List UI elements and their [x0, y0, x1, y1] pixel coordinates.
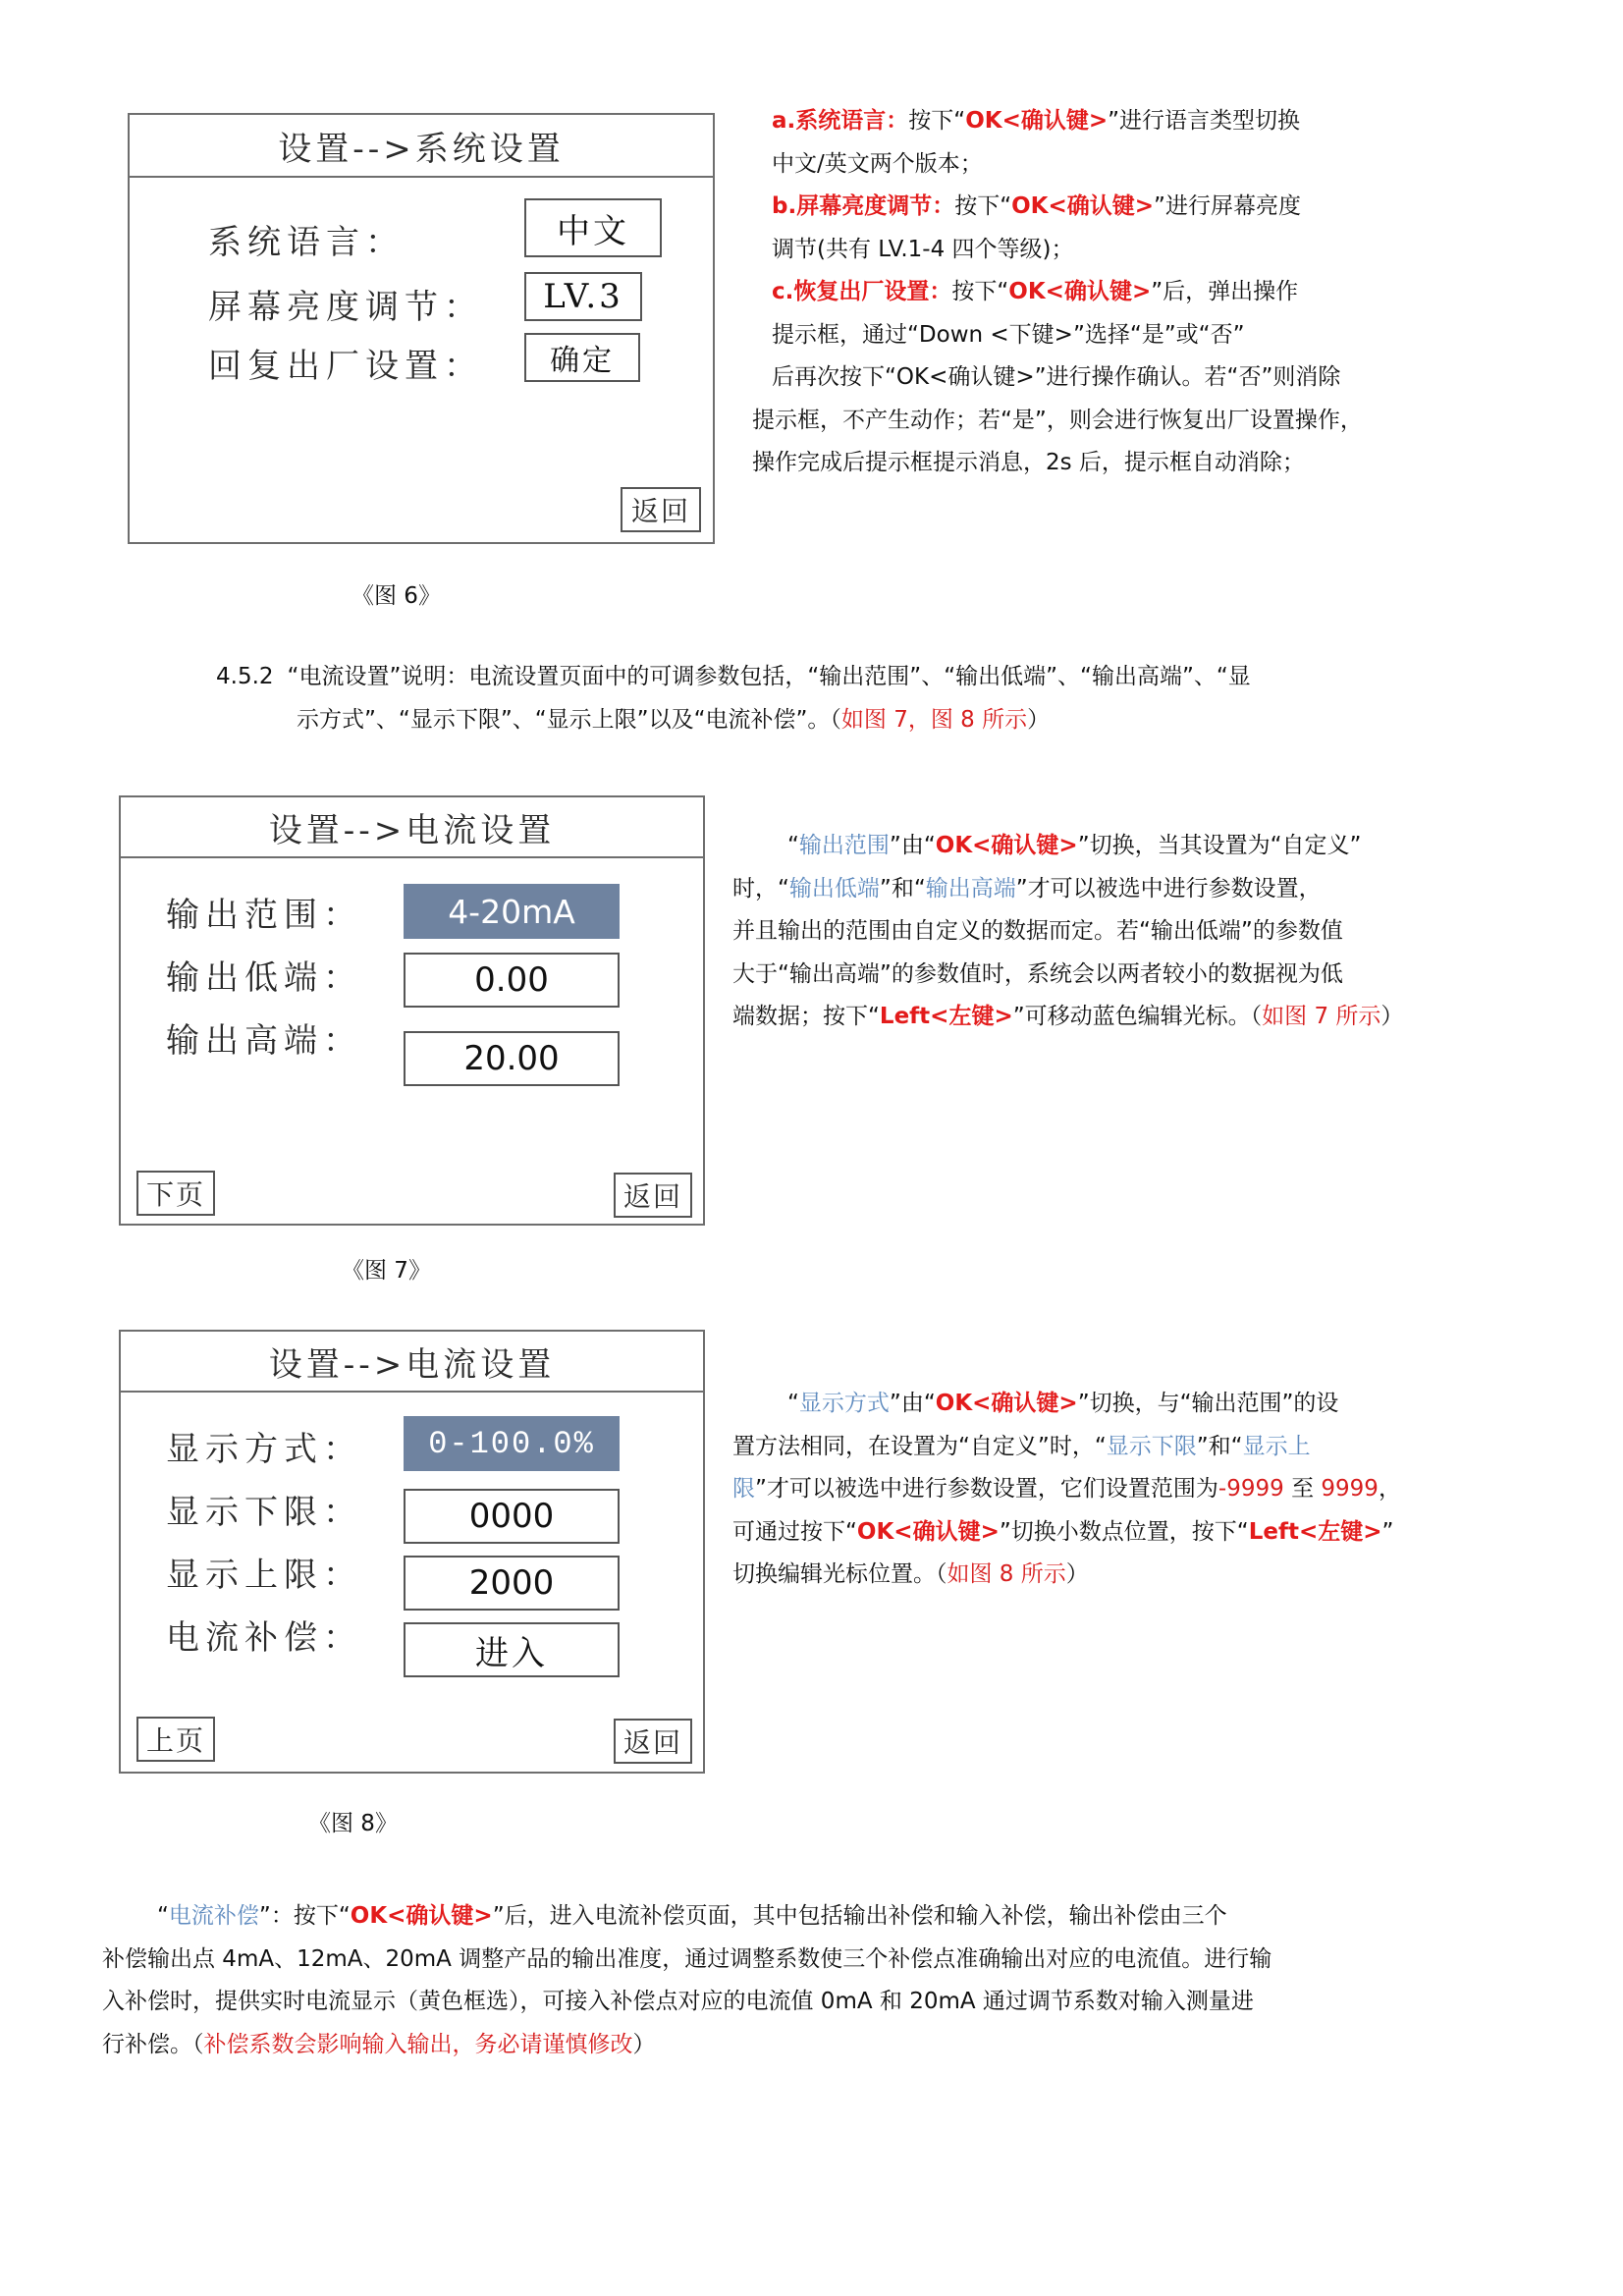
current-compensation-enter-button[interactable]: 进入: [404, 1622, 620, 1677]
current-compensation-label: 电流补偿：: [166, 1618, 362, 1658]
desc-line-c2: 提示框，通过“Down <下键>”选择“是”或“否”: [772, 321, 1245, 348]
figure7-title: 设置-->电流设置: [121, 797, 703, 858]
figure7-description: “输出范围”由“OK<确认键>”切换，当其设置为“自定义” 时，“输出低端”和“输出高端”才可以被选中进行参数设置， 并且输出的范围由自定义的数据而定。若“输出低端”的参数值 大于“输出高端”的参数值时，系统会以两者较小的数据视为低 端数据；按下“Left<左键>”可移动蓝色编辑光标。（如图 7 所示）: [732, 833, 1404, 1029]
figure6-description: [752, 100, 1363, 485]
desc-line-a2: 中文/英文两个版本；: [772, 150, 983, 177]
figure7-screen: [119, 795, 705, 1226]
figure8-title: 设置-->电流设置: [121, 1332, 703, 1393]
desc-line-c5: 操作完成后提示框提示消息，2s 后，提示框自动消除；: [752, 450, 1305, 475]
next-page-button[interactable]: 下页: [136, 1171, 215, 1216]
screen-brightness-label: 屏幕亮度调节：: [208, 288, 483, 327]
prev-page-button[interactable]: 上页: [136, 1717, 215, 1762]
section-number: 4.5.2: [216, 664, 274, 689]
desc-line-a: a.系统语言：按下“OK<确认键>”进行语言类型切换: [772, 108, 1301, 134]
output-high-label: 输出高端：: [166, 1021, 362, 1061]
figure8-screen: [119, 1330, 705, 1774]
display-upper-limit-label: 显示上限：: [166, 1556, 362, 1595]
factory-reset-label: 回复出厂设置：: [208, 347, 483, 386]
display-lower-limit-input[interactable]: 0000: [404, 1489, 620, 1544]
output-range-value[interactable]: 4-20mA: [404, 884, 620, 939]
figure8-description: “显示方式”由“OK<确认键>”切换，与“输出范围”的设 置方法相同，在设置为“自定义”时，“显示下限”和“显示上 限”才可以被选中进行参数设置，它们设置范围为-9999 至 9999， 可通过按下“OK<确认键>”切换小数点位置，按下“Left<左键>” 切换编辑光标位置。（如图 8 所示）: [732, 1391, 1401, 1587]
output-low-label: 输出低端：: [166, 958, 362, 998]
figure8-caption: 《图 8》: [308, 1811, 398, 1836]
section-452-intro: 4.5.2 “电流设置”说明：电流设置页面中的可调参数包括，“输出范围”、“输出低端”、“输出高端”、“显 示方式”、“显示下限”、“显示上限”以及“电流补偿”。（如图 7，图 8 所示）: [216, 664, 1251, 733]
back-button[interactable]: 返回: [614, 1719, 692, 1764]
back-button[interactable]: 返回: [621, 487, 701, 532]
desc-line-c4: 提示框，不产生动作；若“是”，则会进行恢复出厂设置操作，: [752, 407, 1363, 433]
system-language-label: 系统语言：: [208, 223, 405, 262]
desc-line-b: b.屏幕亮度调节：按下“OK<确认键>”进行屏幕亮度: [772, 193, 1301, 219]
display-lower-limit-label: 显示下限：: [166, 1493, 362, 1532]
current-compensation-description: “电流补偿”：按下“OK<确认键>”后，进入电流补偿页面，其中包括输出补偿和输入补偿，输出补偿由三个 补偿输出点 4mA、12mA、20mA 调整产品的输出准度，通过调整系数使三个补偿点准确输出对应的电流值。进行输 入补偿时，提供实时电流显示（黄色框选），可接入补偿点对应的电流值 0mA 和 20mA 通过调节系数对输入测量进 行补偿。（补偿系数会影响输入输出，务必请谨慎修改）: [102, 1903, 1272, 2057]
display-upper-limit-input[interactable]: 2000: [404, 1556, 620, 1611]
display-mode-value[interactable]: 0-100.0%: [404, 1416, 620, 1471]
desc-line-c: c.恢复出厂设置：按下“OK<确认键>”后，弹出操作: [772, 279, 1299, 304]
screen-brightness-value[interactable]: LV.3: [524, 272, 642, 321]
output-range-label: 输出范围：: [166, 896, 362, 935]
figure7-caption: 《图 7》: [342, 1258, 431, 1284]
back-button[interactable]: 返回: [614, 1173, 692, 1218]
system-language-value[interactable]: 中文: [524, 198, 662, 257]
factory-reset-confirm-button[interactable]: 确定: [524, 333, 640, 382]
figure6-caption: 《图 6》: [352, 583, 441, 609]
output-high-input[interactable]: 20.00: [404, 1031, 620, 1086]
figure6-title: 设置-->系统设置: [130, 115, 713, 178]
desc-line-c3: 后再次按下“OK<确认键>”进行操作确认。若“否”则消除: [772, 364, 1341, 390]
output-low-input[interactable]: 0.00: [404, 953, 620, 1008]
display-mode-label: 显示方式：: [166, 1430, 362, 1469]
desc-line-b2: 调节(共有 LV.1-4 四个等级)；: [772, 236, 1074, 262]
figure6-screen: [128, 113, 715, 544]
